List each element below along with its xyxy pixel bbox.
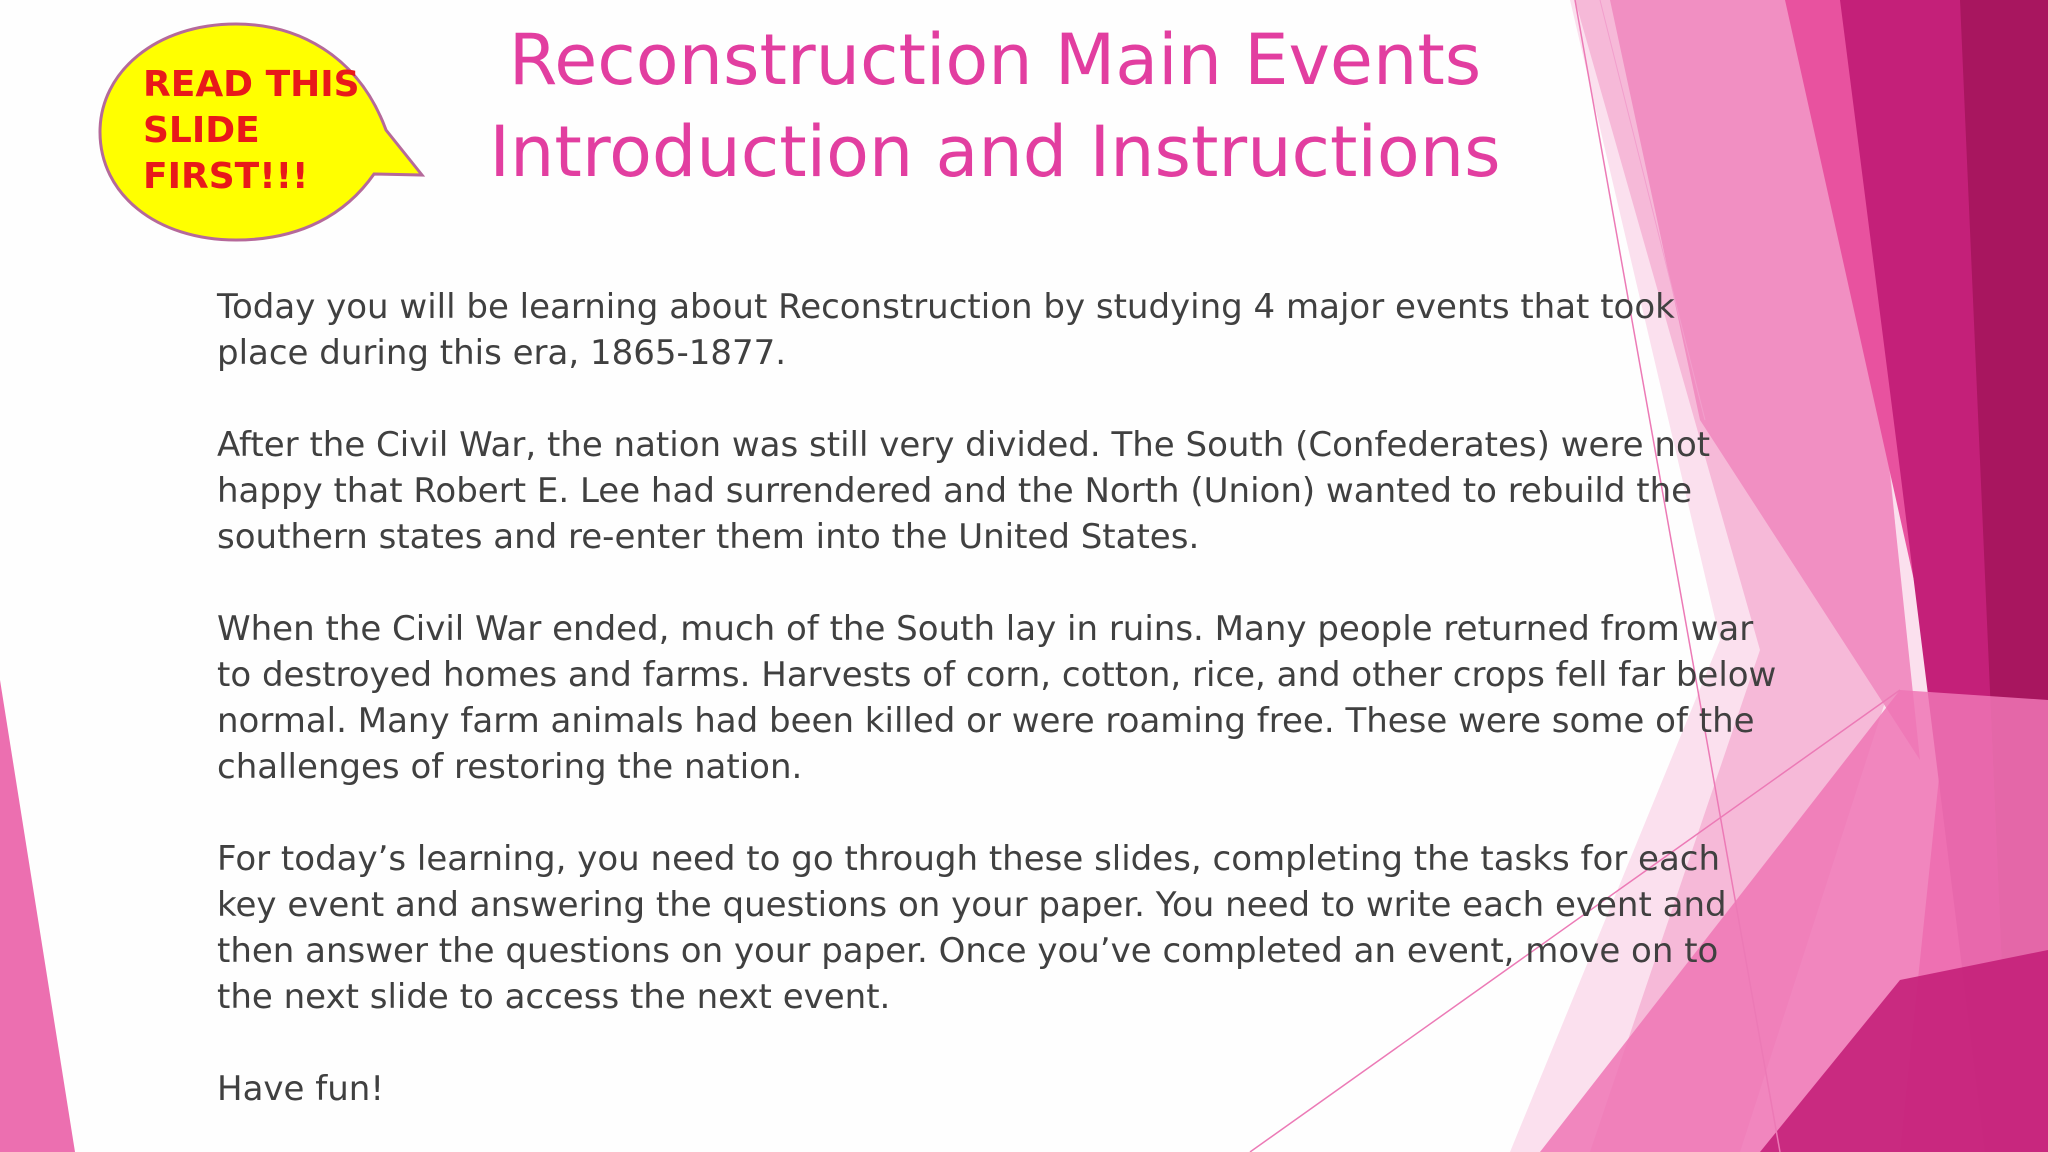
callout-line-2: SLIDE — [143, 110, 260, 151]
paragraph-intro: Today you will be learning about Reconstruction by studying 4 major events that took place during this era, 1865-1877. — [217, 287, 1675, 373]
decor-left-wedge — [0, 680, 75, 1152]
paragraph-division: After the Civil War, the nation was still very divided. The South (Confederates) were not happy that Robert E. Lee had surrendered and the North (Union) wanted to rebuild the southern states and re-enter them into the United States. — [217, 425, 1711, 557]
callout-line-3: FIRST!!! — [143, 156, 309, 197]
paragraph-ruins: When the Civil War ended, much of the South lay in ruins. Many people returned from war to destroyed homes and farms. Harvests of corn, cotton, rice, and other crops fell far below normal. Many farm animals had been killed or were roaming free. These were some of the challenges of restoring the nation. — [217, 609, 1777, 787]
paragraph-have-fun: Have fun! — [217, 1069, 384, 1109]
paragraph-instructions: For today’s learning, you need to go through these slides, completing the tasks for each key event and answering the questions on your paper. You need to write each event and then answer the questions on your paper. Once you’ve completed an event, move on to the next slide to access the next event. — [217, 839, 1727, 1017]
slide-body — [217, 284, 1777, 1112]
callout-line-1: READ THIS — [143, 64, 360, 105]
callout-text — [143, 62, 360, 200]
title-line-1: Reconstruction Main Events — [508, 19, 1482, 101]
slide-title — [420, 14, 1570, 198]
title-line-2: Introduction and Instructions — [489, 111, 1501, 193]
